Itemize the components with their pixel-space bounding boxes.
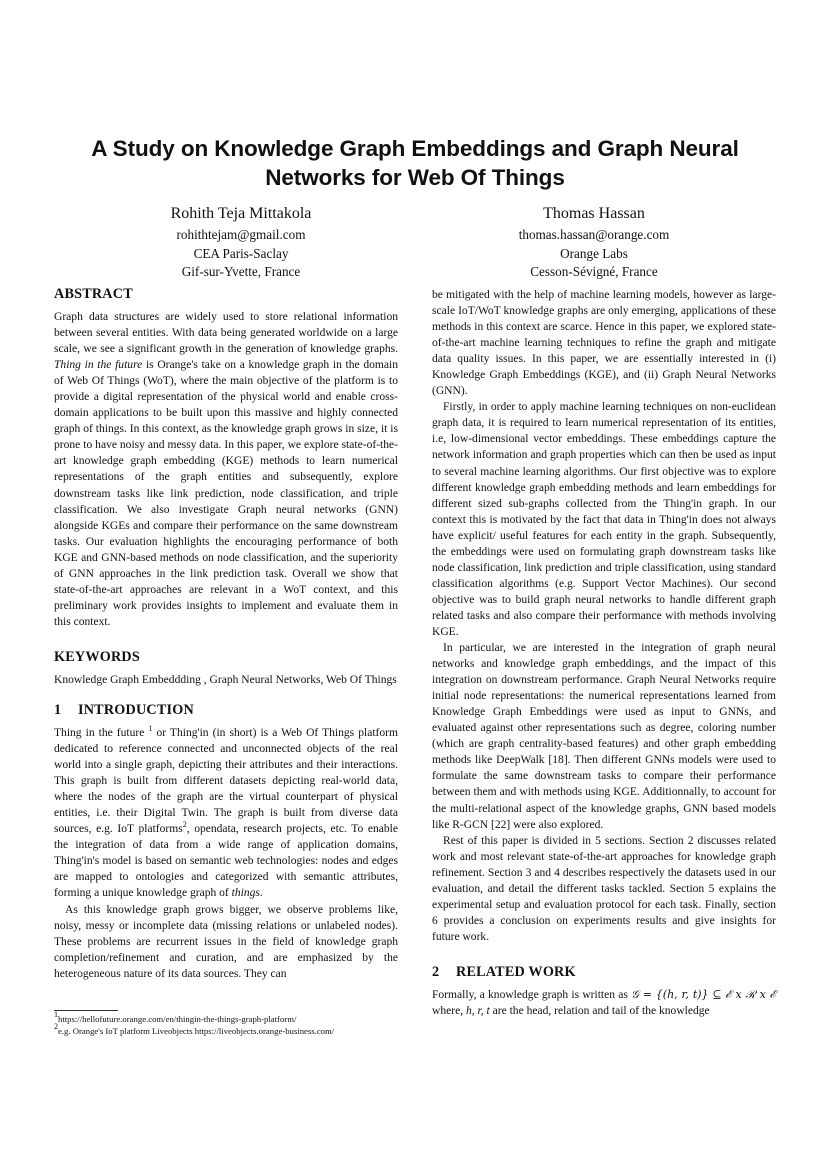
intro-paragraph-3: be mitigated with the help of machine learning models, however as large-scale IoT/WoT knowledge graphs are only emerging, applications of these methods in this context are scarce. Hence in this paper, we explored state-of-the-art machine learning techniques to refine the graph and mitigate data quality issues. In this paper, we are essentially interested in (i) Knowledge Graph Embeddings (KGE), and (ii) Graph Neural Networks (GNN). xyxy=(432,289,776,398)
right-column xyxy=(432,287,776,1019)
intro-paragraph-5: In particular, we are interested in the integration of graph neural networks and knowledge graph embeddings, and the impact of this integration on downstream performance. Graph Neural Networks require initial node representations: the numerical representations learned from Knowledge Graph Embeddings were used as input to GNNs, and evaluated against other representations such as degree, coloring number (which are graph centrality-based features) and other graph embedding methods like DeepWalk [18]. Then different GNNs models were used to formulate the same downstream tasks to compare their performance between them and with methods using KGE. Additionnally, to account for the multi-relational aspect of the knowledge graphs, GNN based models like R-GCN [22] were also explored. xyxy=(432,642,776,831)
author-location: Cesson-Sévigné, France xyxy=(530,264,658,279)
paper-title: A Study on Knowledge Graph Embeddings and Graph Neural Networks for Web Of Things xyxy=(91,136,739,190)
intro-paragraph-1 xyxy=(54,725,398,902)
author-block-1 xyxy=(126,204,356,282)
related-work-heading xyxy=(432,962,776,982)
keywords-heading: KEYWORDS xyxy=(54,648,140,665)
paper-page xyxy=(54,0,776,1172)
related-work-paragraph xyxy=(432,987,776,1019)
math-expression: 𝒢 = {(h, r, t)} ⊆ ℰ x ℛ x ℰ xyxy=(631,987,776,1001)
section-title: RELATED WORK xyxy=(456,963,576,980)
intro-text: , opendata, research projects, etc. To enable the integration of data from a wide range of application domains, Thing'in's model is based on semantic web technologies: nodes and edges are mapped to ontologies and categorized with semantic attributes, forming a unique knowledge graph of xyxy=(54,823,398,900)
author-affiliation: Orange Labs xyxy=(560,245,628,261)
intro-paragraph-4: Firstly, in order to apply machine learning techniques on non-euclidean graph data, it is required to learn numerical representation of its entities, i.e, low-dimensional vector embeddings. These embeddings capture the network information and graph properties which can then be used as input to several machine learning algorithms. Our first objective was to explore different knowledge graph embedding methods and learn embeddings for different sized sub-graphs collected from the Thing'in graph. In our context this is motivated by the fact that data in Thing'in does not always have explicit/ useful features for each entity in the graph. Subsequently, the embeddings were used on formulating graph downstream tasks like node classification, link prediction and triple classification, using standard classification algorithms (e.g. Support Vector Machines). Our second objective was to build graph neural networks to handle different graph related tasks and also compare their performance with methods involving KGE. xyxy=(432,401,776,638)
keywords-text: Knowledge Graph Embeddding , Graph Neural Networks, Web Of Things xyxy=(54,673,397,686)
intro-paragraph-2: As this knowledge graph grows bigger, we observe problems like, noisy, messy or incomplete data (missing relations or unlabeled nodes). These problems are recurrent issues in the field of knowledge graph completion/refinement and curation, and are emphasized by the heterogeneous nature of its data sources. They can xyxy=(54,903,398,980)
footnote-2 xyxy=(54,1021,398,1038)
author-email: thomas.hassan@orange.com xyxy=(518,227,670,242)
section-title: INTRODUCTION xyxy=(78,701,194,718)
section-number: 2 xyxy=(432,963,440,980)
author-name: Thomas Hassan xyxy=(543,205,645,222)
related-text: Formally, a knowledge graph is written as xyxy=(432,988,632,1001)
footnote-text: e.g. Orange's IoT platform Liveobjects https://liveobjects.orange-business.com/ xyxy=(58,1025,335,1036)
intro-text: . xyxy=(259,887,263,900)
related-text: are the head, relation and tail of the knowledge xyxy=(489,1004,710,1017)
author-block-2 xyxy=(474,204,714,282)
author-name: Rohith Teja Mittakola xyxy=(170,205,312,222)
footnote-rule xyxy=(54,1010,118,1011)
related-text: where, xyxy=(432,1004,466,1017)
author-location: Gif-sur-Yvette, France xyxy=(181,264,301,279)
abstract-text-part: Graph data structures are widely used to store relational information between several entities. With data being generated worldwide on a large scale, we see a significant growth in the generation of knowledge graphs. xyxy=(54,311,398,356)
intro-text: or Thing'in (in short) is a Web Of Things platform dedicated to reference connected and unconnected objects of the real world into a single graph, depicting their attributes and their interactions. This graph is built from different datasets depicting real-world data, where the nodes of the graph are the virtual counterpart of physical entities, i.e. their Digital Twin. The graph is built from diverse data sources, e.g. IoT platforms xyxy=(54,726,398,836)
footnote-marker: 2 xyxy=(182,820,187,830)
footnote-1 xyxy=(54,1010,398,1026)
footnote-marker: 1 xyxy=(148,723,153,733)
footnote-mark: 1 xyxy=(54,1010,58,1019)
footnotes xyxy=(54,1010,398,1037)
abstract-text xyxy=(54,309,398,630)
abstract-text-part: is Orange's take on a knowledge graph in the domain of Web Of Things (WoT), where the main objective of the platform is to provide a digital representation of the physical world and enable cross-domain applications to be built upon this massive and highly connected graph of things. In this context, as the knowledge graph grows in size, it is prone to have noisy and messy data. In this paper, we explore state-of-the-art knowledge graph embedding (KGE) methods to learn numerical representations of the graph entities and subsequently, explore downstream tasks like link prediction, node classification, and triple classification. We also investigate Graph neural networks (GNN) alongside KGEs and compare their performance on the same downstream tasks. Our evaluation highlights the encouraging performance of both KGE and GNN-based methods on node classification, and the superiority of GNN approaches in the link prediction task. Overall we show that state-of-the-art approaches are relevant in a WoT context, and this preliminary work provides insights to implement and evaluate them in this context. xyxy=(54,359,398,628)
abstract-heading: ABSTRACT xyxy=(54,286,133,302)
left-column xyxy=(54,284,398,982)
intro-italic: things xyxy=(231,887,260,900)
author-affiliation: CEA Paris-Saclay xyxy=(193,245,289,261)
abstract-italic: Thing in the future xyxy=(54,359,143,372)
introduction-heading xyxy=(54,700,398,720)
intro-text: Thing in the future xyxy=(54,726,149,739)
footnote-mark: 2 xyxy=(54,1021,58,1031)
footnote-link[interactable]: https://hellofuture.orange.com/en/thingin-the-things-graph-platform/ xyxy=(58,1014,297,1024)
intro-paragraph-6: Rest of this paper is divided in 5 sections. Section 2 discusses related work and most relevant state-of-the-art approaches for knowledge graph refinement. Section 3 and 4 describes respectively the datasets used in our evaluation, and detail the different tasks tackled. Section 5 explains the experimental setup and evaluation protocol for each task. Finally, section 6 provides a conclusion on experiments results and give insights for future work. xyxy=(432,834,776,943)
author-email: rohithtejam@gmail.com xyxy=(176,227,306,242)
section-number: 1 xyxy=(54,701,62,718)
math-vars: h, r, t xyxy=(465,1004,490,1017)
